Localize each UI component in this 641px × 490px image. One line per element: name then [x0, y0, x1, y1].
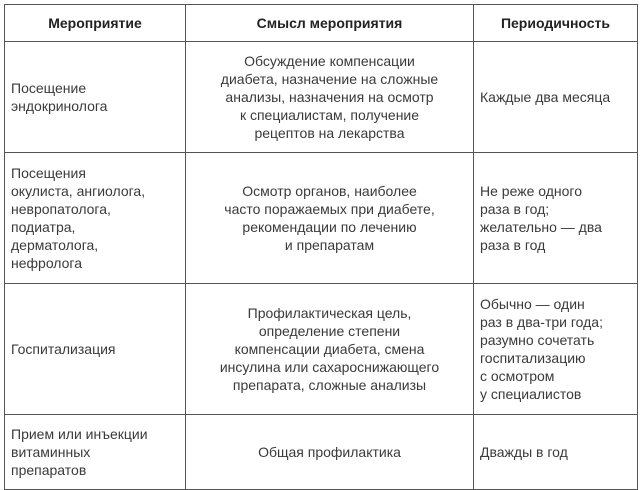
cell-frequency-text: Дважды в год	[480, 444, 568, 460]
cell-meaning	[186, 284, 474, 415]
header-event: Мероприятие	[5, 5, 186, 42]
cell-frequency-text: Не реже одного раза в год; желательно — два раза в год	[480, 183, 602, 253]
cell-event-text: Госпитализация	[11, 341, 116, 357]
cell-event	[5, 42, 186, 153]
cell-event	[5, 153, 186, 284]
header-meaning: Смысл мероприятия	[186, 5, 474, 42]
table-row	[5, 42, 638, 153]
table-header-row	[5, 5, 638, 42]
cell-meaning	[186, 153, 474, 284]
cell-frequency-text: Каждые два месяца	[480, 89, 611, 105]
cell-event-text: Посещения окулиста, ангиолога, невропатолога, подиатра, дерматолога, нефролога	[11, 165, 146, 271]
cell-frequency	[474, 415, 638, 490]
table-row	[5, 415, 638, 490]
cell-frequency	[474, 153, 638, 284]
cell-meaning	[186, 415, 474, 490]
cell-meaning	[186, 42, 474, 153]
table-row	[5, 284, 638, 415]
cell-frequency	[474, 284, 638, 415]
cell-frequency	[474, 42, 638, 153]
cell-event-text: Прием или инъекции витаминных препаратов	[11, 426, 148, 478]
cell-meaning-text: Профилактическая цель, определение степени компенсации диабета, смена инсулина или сахароснижающего препарата, сложные анализы	[219, 305, 440, 393]
cell-meaning-text: Обсуждение компенсации диабета, назначение на сложные анализы, назначения на осмотр к специалистам, получение рецептов на лекарства	[220, 53, 439, 141]
cell-event	[5, 415, 186, 490]
cell-event	[5, 284, 186, 415]
cell-event-text: Посещение эндокринолога	[11, 80, 108, 114]
table-row	[5, 153, 638, 284]
schedule-table	[4, 4, 638, 490]
header-frequency: Периодичность	[474, 5, 638, 42]
cell-meaning-text: Осмотр органов, наиболее часто поражаемых при диабете, рекомендации по лечению и препаратам	[224, 183, 435, 253]
cell-meaning-text: Общая профилактика	[258, 444, 401, 460]
cell-frequency-text: Обычно — один раз в два-три года; разумно сочетать госпитализацию с осмотром у специалистов	[480, 296, 603, 402]
